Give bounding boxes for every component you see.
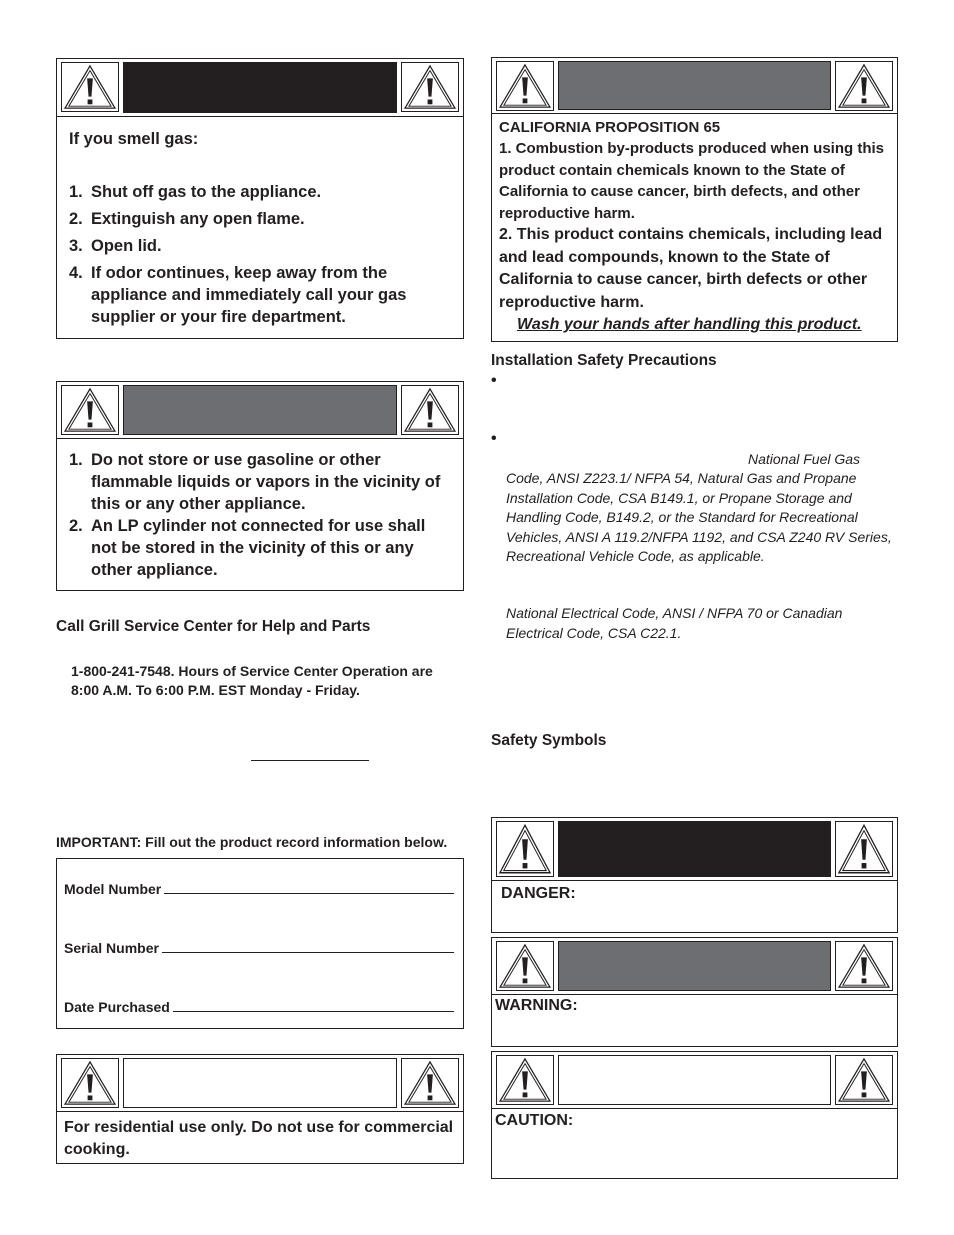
danger-symbol-box <box>491 817 898 933</box>
storage-steps-list <box>69 449 454 581</box>
prop65-item-1: 1. Combustion by-products produced when using this product contain chemicals known to the State of California to cause cancer, birth defects, and other reproductive harm. <box>499 140 885 222</box>
list-item: 1. Shut off gas to the appliance. <box>69 183 322 201</box>
service-phone-hours: 1-800-241-7548. Hours of Service Center Operation are 8:00 A.M. To 6:00 P.M. EST Monday - Friday. <box>71 663 433 698</box>
bullet: • <box>491 430 497 447</box>
residential-caution-box <box>56 1054 464 1164</box>
warning-signal-band <box>558 61 831 110</box>
prop65-wash-note: Wash your hands after handling this product. <box>517 316 862 333</box>
warning-triangle-icon <box>61 385 119 435</box>
caution-symbol-box <box>491 1051 898 1179</box>
model-number-label: Model Number <box>64 881 162 897</box>
prop65-item-2: 2. This product contains chemicals, including lead and lead compounds, known to the State of California to cause cancer, birth defects or other reproductive harm. <box>499 226 883 311</box>
prop65-content <box>499 118 893 336</box>
list-item: 3. Open lid. <box>69 237 162 255</box>
warning-signal-band <box>123 385 397 435</box>
warning-header <box>492 58 897 114</box>
residential-text: For residential use only. Do not use for commercial cooking. <box>64 1119 454 1158</box>
warning-label: WARNING: <box>495 997 578 1014</box>
list-item: 4. If odor continues, keep away from the appliance and immediately call your gas supplier or your fire department. <box>69 264 407 326</box>
safety-symbols-heading: Safety Symbols <box>491 732 607 749</box>
divider <box>251 760 369 761</box>
bullet: • <box>491 372 497 389</box>
date-purchased-label: Date Purchased <box>64 999 170 1015</box>
service-heading: Call Grill Service Center for Help and Parts <box>56 618 371 635</box>
model-number-field[interactable] <box>64 881 454 897</box>
installation-heading: Installation Safety Precautions <box>491 352 717 369</box>
warning-triangle-icon <box>401 62 459 112</box>
gas-steps-list <box>69 181 429 328</box>
product-record-box <box>56 858 464 1029</box>
danger-signal-band <box>123 62 397 113</box>
gas-danger-box <box>56 58 464 339</box>
gas-codes-text: Code, ANSI Z223.1/ NFPA 54, Natural Gas and Propane Installation Code, CSA B149.1, or Propane Storage and Handling Code, B149.2, or the Standard for Recreational Vehicles, ANSI A 119.2/NFPA 1192, and CSA Z240 RV Series, Recreational Vehicle Code, as applicable. <box>506 470 892 564</box>
warning-triangle-icon <box>496 941 554 991</box>
warning-triangle-icon <box>61 1058 119 1108</box>
caution-header <box>57 1055 463 1112</box>
list-item: 2. Extinguish any open flame. <box>69 210 305 228</box>
warning-triangle-icon <box>835 61 893 111</box>
prop65-title: CALIFORNIA PROPOSITION 65 <box>499 119 721 136</box>
date-purchased-field[interactable] <box>64 999 454 1015</box>
warning-symbol-box <box>491 937 898 1047</box>
danger-label: DANGER: <box>501 885 576 902</box>
warning-header <box>57 382 463 439</box>
warning-triangle-icon <box>496 1055 554 1105</box>
warning-triangle-icon <box>835 1055 893 1105</box>
gas-intro: If you smell gas: <box>69 130 199 148</box>
warning-triangle-icon <box>496 821 554 877</box>
warning-triangle-icon <box>401 385 459 435</box>
warning-triangle-icon <box>835 821 893 877</box>
warning-triangle-icon <box>835 941 893 991</box>
warning-triangle-icon <box>496 61 554 111</box>
list-item: 1. Do not store or use gasoline or other flammable liquids or vapors in the vicinity of this or any other appliance. <box>69 451 441 513</box>
caution-label: CAUTION: <box>495 1112 574 1129</box>
warning-triangle-icon <box>61 62 119 112</box>
caution-signal-band <box>558 1055 831 1105</box>
serial-number-label: Serial Number <box>64 940 159 956</box>
danger-signal-band <box>558 821 831 877</box>
warning-header <box>492 938 897 995</box>
list-item: 2. An LP cylinder not connected for use shall not be stored in the vicinity of this or any other appliance. <box>69 517 426 579</box>
serial-number-field[interactable] <box>64 940 454 956</box>
storage-warning-box <box>56 381 464 591</box>
prop65-warning-box <box>491 57 898 342</box>
important-note: IMPORTANT: Fill out the product record information below. <box>56 834 448 850</box>
warning-triangle-icon <box>401 1058 459 1108</box>
electrical-codes-text: National Electrical Code, ANSI / NFPA 70 or Canadian Electrical Code, CSA C22.1. <box>506 605 843 641</box>
warning-signal-band <box>558 941 831 991</box>
danger-header <box>492 818 897 881</box>
caution-header <box>492 1052 897 1109</box>
caution-signal-band <box>123 1058 397 1108</box>
gas-code-lead: National Fuel Gas <box>748 451 861 467</box>
danger-header <box>57 59 463 117</box>
